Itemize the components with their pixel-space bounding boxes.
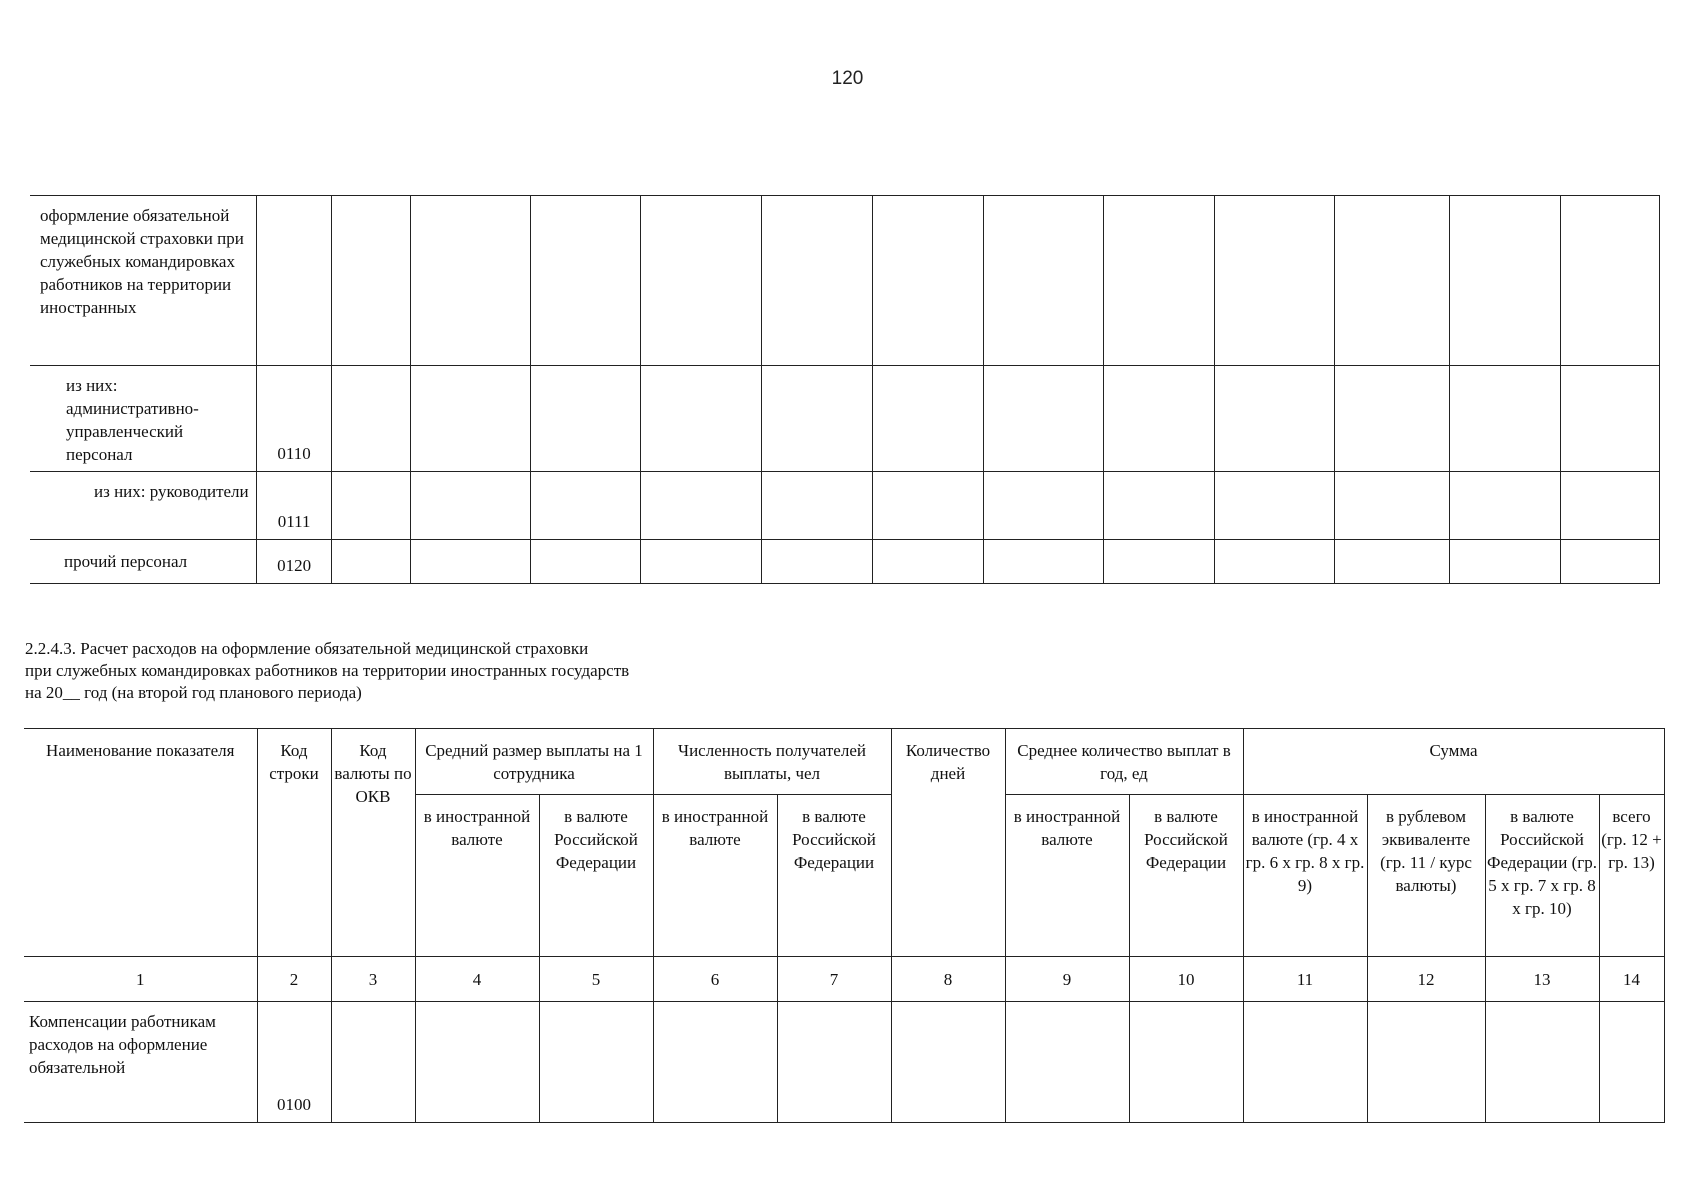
cell: [640, 196, 761, 366]
row-code: 0120: [257, 540, 332, 584]
row-name: прочий персонал: [30, 540, 257, 584]
header-avg-count: Среднее количество выплат в год, ед: [1005, 729, 1243, 795]
header-sum: Сумма: [1243, 729, 1664, 795]
cell: [1367, 1002, 1485, 1123]
column-number: 8: [891, 957, 1005, 1002]
cell: [983, 472, 1103, 540]
cell: [410, 196, 530, 366]
cell: [1560, 540, 1659, 584]
header-sum-rub-equivalent: в рублевом эквиваленте (гр. 11 / курс валюты): [1367, 795, 1485, 957]
row-code: 0110: [257, 366, 332, 472]
cell: [1129, 1002, 1243, 1123]
cell: [1335, 366, 1450, 472]
cell: [983, 196, 1103, 366]
table-row: [24, 1002, 1664, 1123]
section-heading: [25, 638, 629, 704]
row-name: Компенсации работникам расходов на оформление обязательной: [24, 1002, 257, 1123]
cell: [1560, 366, 1659, 472]
header-sum-foreign: в иностранной валюте (гр. 4 х гр. 6 х гр. 8 х гр. 9): [1243, 795, 1367, 957]
header-foreign-currency: в иностранной валюте: [415, 795, 539, 957]
row-code: 0100: [257, 1002, 331, 1123]
cell: [331, 366, 410, 472]
cell: [1103, 472, 1214, 540]
column-number: 12: [1367, 957, 1485, 1002]
header-row: [24, 729, 1664, 795]
header-sum-rub: в валюте Российской Федерации (гр. 5 х гр. 7 х гр. 8 х гр. 10): [1485, 795, 1599, 957]
cell: [640, 472, 761, 540]
cell: [539, 1002, 653, 1123]
cell: [531, 540, 641, 584]
column-number: 7: [777, 957, 891, 1002]
header-row-code: Код строки: [257, 729, 331, 957]
column-number: 10: [1129, 957, 1243, 1002]
cell: [531, 196, 641, 366]
cell: [640, 366, 761, 472]
cell: [1335, 196, 1450, 366]
cell: [410, 472, 530, 540]
cell: [1335, 472, 1450, 540]
column-number: 4: [415, 957, 539, 1002]
column-number: 6: [653, 957, 777, 1002]
cell: [1560, 196, 1659, 366]
header-currency-code: Код валюты по ОКВ: [331, 729, 415, 957]
cell: [410, 540, 530, 584]
cell: [331, 196, 410, 366]
table-row: [30, 196, 1660, 366]
cell: [872, 366, 983, 472]
cell: [410, 366, 530, 472]
cell: [1005, 1002, 1129, 1123]
heading-line: 2.2.4.3. Расчет расходов на оформление обязательной медицинской страховки: [25, 639, 589, 658]
cell: [415, 1002, 539, 1123]
continued-table: [30, 195, 1660, 584]
cell: [1485, 1002, 1599, 1123]
heading-line: при служебных командировках работников на территории иностранных государств: [25, 661, 630, 680]
header-foreign-currency: в иностранной валюте: [653, 795, 777, 957]
row-code: [257, 196, 332, 366]
column-number: 14: [1599, 957, 1664, 1002]
row-name: оформление обязательной медицинской страховки при служебных командировках работников на территории иностранных: [30, 196, 257, 366]
cell: [1214, 196, 1334, 366]
column-numbers-row: [24, 957, 1664, 1002]
cell: [891, 1002, 1005, 1123]
cell: [331, 472, 410, 540]
header-foreign-currency: в иностранной валюте: [1005, 795, 1129, 957]
cell: [872, 472, 983, 540]
cell: [762, 366, 873, 472]
cell: [1243, 1002, 1367, 1123]
header-name: Наименование показателя: [24, 729, 257, 957]
cell: [1560, 472, 1659, 540]
header-days: Количество дней: [891, 729, 1005, 957]
cell: [983, 366, 1103, 472]
column-number: 9: [1005, 957, 1129, 1002]
cell: [1450, 540, 1561, 584]
table-row: [30, 366, 1660, 472]
cell: [777, 1002, 891, 1123]
column-number: 11: [1243, 957, 1367, 1002]
heading-line: на 20__ год (на второй год планового периода): [25, 683, 362, 702]
cell: [331, 540, 410, 584]
column-number: 2: [257, 957, 331, 1002]
cell: [1103, 540, 1214, 584]
cell: [1450, 196, 1561, 366]
calculation-table: [24, 728, 1665, 1123]
header-avg-payment: Средний размер выплаты на 1 сотрудника: [415, 729, 653, 795]
cell: [1450, 472, 1561, 540]
cell: [762, 196, 873, 366]
row-name: из них: административно-управленческий персонал: [30, 366, 257, 472]
header-rub-currency: в валюте Российской Федерации: [1129, 795, 1243, 957]
cell: [872, 540, 983, 584]
cell: [872, 196, 983, 366]
cell: [531, 472, 641, 540]
cell: [1103, 366, 1214, 472]
cell: [1103, 196, 1214, 366]
cell: [1214, 366, 1334, 472]
cell: [1599, 1002, 1664, 1123]
column-number: 5: [539, 957, 653, 1002]
cell: [1214, 472, 1334, 540]
page-number: 120: [831, 68, 864, 89]
cell: [1214, 540, 1334, 584]
cell: [653, 1002, 777, 1123]
header-recipients: Численность получателей выплаты, чел: [653, 729, 891, 795]
cell: [531, 366, 641, 472]
header-sum-total: всего (гр. 12 + гр. 13): [1599, 795, 1664, 957]
table-row: [30, 472, 1660, 540]
column-number: 13: [1485, 957, 1599, 1002]
header-rub-currency: в валюте Российской Федерации: [539, 795, 653, 957]
header-rub-currency: в валюте Российской Федерации: [777, 795, 891, 957]
column-number: 3: [331, 957, 415, 1002]
cell: [640, 540, 761, 584]
cell: [762, 540, 873, 584]
cell: [1335, 540, 1450, 584]
cell: [1450, 366, 1561, 472]
cell: [331, 1002, 415, 1123]
column-number: 1: [24, 957, 257, 1002]
row-code: 0111: [257, 472, 332, 540]
cell: [983, 540, 1103, 584]
cell: [762, 472, 873, 540]
row-name: из них: руководители: [30, 472, 257, 540]
table-row: [30, 540, 1660, 584]
